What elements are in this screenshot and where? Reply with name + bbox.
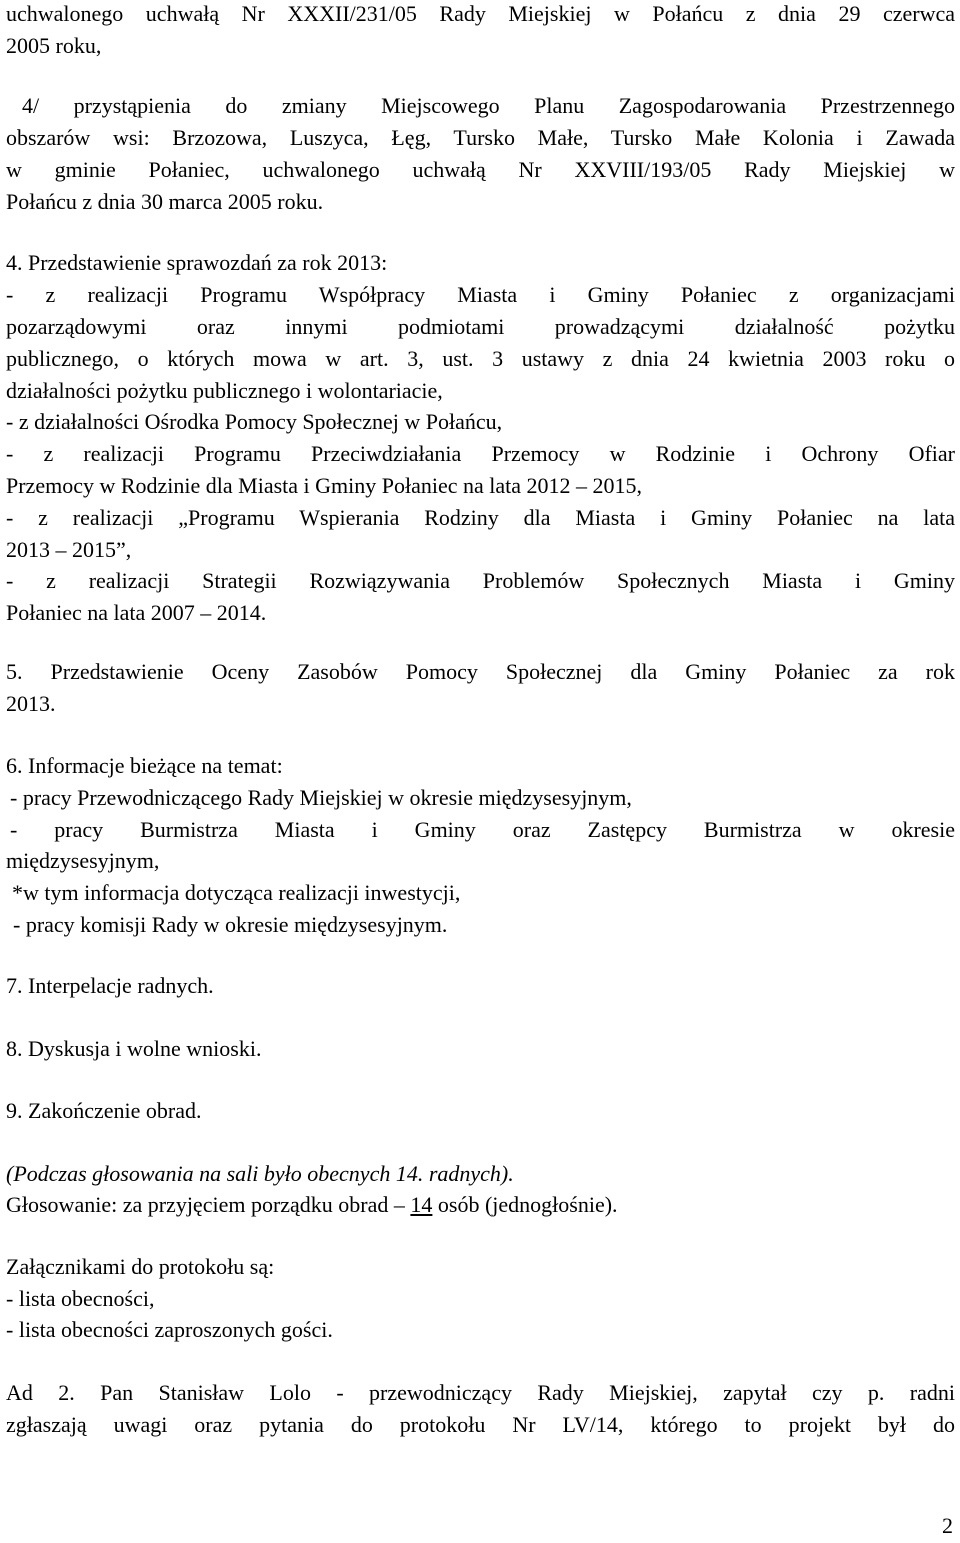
section-heading: 9. Zakończenie obrad. xyxy=(6,1098,202,1123)
section-heading: 7. Interpelacje radnych. xyxy=(6,973,214,998)
text-line: pozarządowymi oraz innymi podmiotami prowadzącymi działalność pożytku xyxy=(6,314,955,339)
text-line: obszarów wsi: Brzozowa, Luszyca, Łęg, Tursko Małe, Tursko Małe Kolonia i Zawada xyxy=(6,125,955,150)
list-item: - z realizacji Programu Przeciwdziałania Przemocy w Rodzinie i Ochrony Ofiar xyxy=(6,441,955,466)
voting-note: (Podczas głosowania na sali było obecnych 14. radnych). xyxy=(6,1161,514,1186)
text-line: 2013. xyxy=(6,691,56,716)
text-line: Połańcu z dnia 30 marca 2005 roku. xyxy=(6,189,324,214)
attachments-heading: Załącznikami do protokołu są: xyxy=(6,1254,275,1279)
text-line: w gminie Połaniec, uchwalonego uchwałą Nr XXVIII/193/05 Rady Miejskiej w xyxy=(6,157,955,182)
section-heading: 6. Informacje bieżące na temat: xyxy=(6,753,283,778)
paragraph-line: Ad 2. Pan Stanisław Lolo - przewodniczący Rady Miejskiej, zapytał czy p. radni xyxy=(6,1380,955,1405)
list-item: *w tym informacja dotycząca realizacji inwestycji, xyxy=(12,880,461,905)
list-item: - pracy komisji Rady w okresie międzysesyjnym. xyxy=(13,912,448,937)
list-item: - z działalności Ośrodka Pomocy Społecznej w Połańcu, xyxy=(6,409,503,434)
list-item: - pracy Przewodniczącego Rady Miejskiej w okresie międzysesyjnym, xyxy=(10,785,632,810)
text-line: 2005 roku, xyxy=(6,33,102,58)
list-item: - pracy Burmistrza Miasta i Gminy oraz Zastępcy Burmistrza w okresie xyxy=(10,817,955,842)
text-line: 2013 – 2015”, xyxy=(6,537,132,562)
list-item: - z realizacji „Programu Wspierania Rodziny dla Miasta i Gminy Połaniec na lata xyxy=(6,505,955,530)
page-number: 2 xyxy=(942,1513,953,1538)
paragraph-line: zgłaszają uwagi oraz pytania do protokołu Nr LV/14, którego to projekt był do xyxy=(6,1412,955,1437)
voting-result-suffix: osób (jednogłośnie). xyxy=(432,1192,618,1217)
text-line: międzysesyjnym, xyxy=(6,848,160,873)
section-heading: 4. Przedstawienie sprawozdań za rok 2013: xyxy=(6,250,388,275)
text-line: Połaniec na lata 2007 – 2014. xyxy=(6,600,267,625)
list-item: - z realizacji Programu Współpracy Miasta i Gminy Połaniec z organizacjami xyxy=(6,282,955,307)
voting-result xyxy=(6,1188,955,1222)
list-item: - z realizacji Strategii Rozwiązywania Problemów Społecznych Miasta i Gminy xyxy=(6,568,955,593)
text-line: uchwalonego uchwałą Nr XXXII/231/05 Rady Miejskiej w Połańcu z dnia 29 czerwca xyxy=(6,1,955,26)
voting-result-prefix: Głosowanie: za przyjęciem porządku obrad – xyxy=(6,1192,411,1217)
text-line: 4/ przystąpienia do zmiany Miejscowego Planu Zagospodarowania Przestrzennego xyxy=(22,93,955,118)
list-item: - lista obecności, xyxy=(6,1286,155,1311)
text-line: Przemocy w Rodzinie dla Miasta i Gminy Połaniec na lata 2012 – 2015, xyxy=(6,473,643,498)
list-item: - lista obecności zaproszonych gości. xyxy=(6,1317,333,1342)
text-line: publicznego, o których mowa w art. 3, ust. 3 ustawy z dnia 24 kwietnia 2003 roku o xyxy=(6,346,955,371)
section-heading: 5. Przedstawienie Oceny Zasobów Pomocy Społecznej dla Gminy Połaniec za rok xyxy=(6,659,955,684)
text-line: działalności pożytku publicznego i wolontariacie, xyxy=(6,378,443,403)
section-heading: 8. Dyskusja i wolne wnioski. xyxy=(6,1036,262,1061)
voting-result-count: 14 xyxy=(410,1192,433,1217)
